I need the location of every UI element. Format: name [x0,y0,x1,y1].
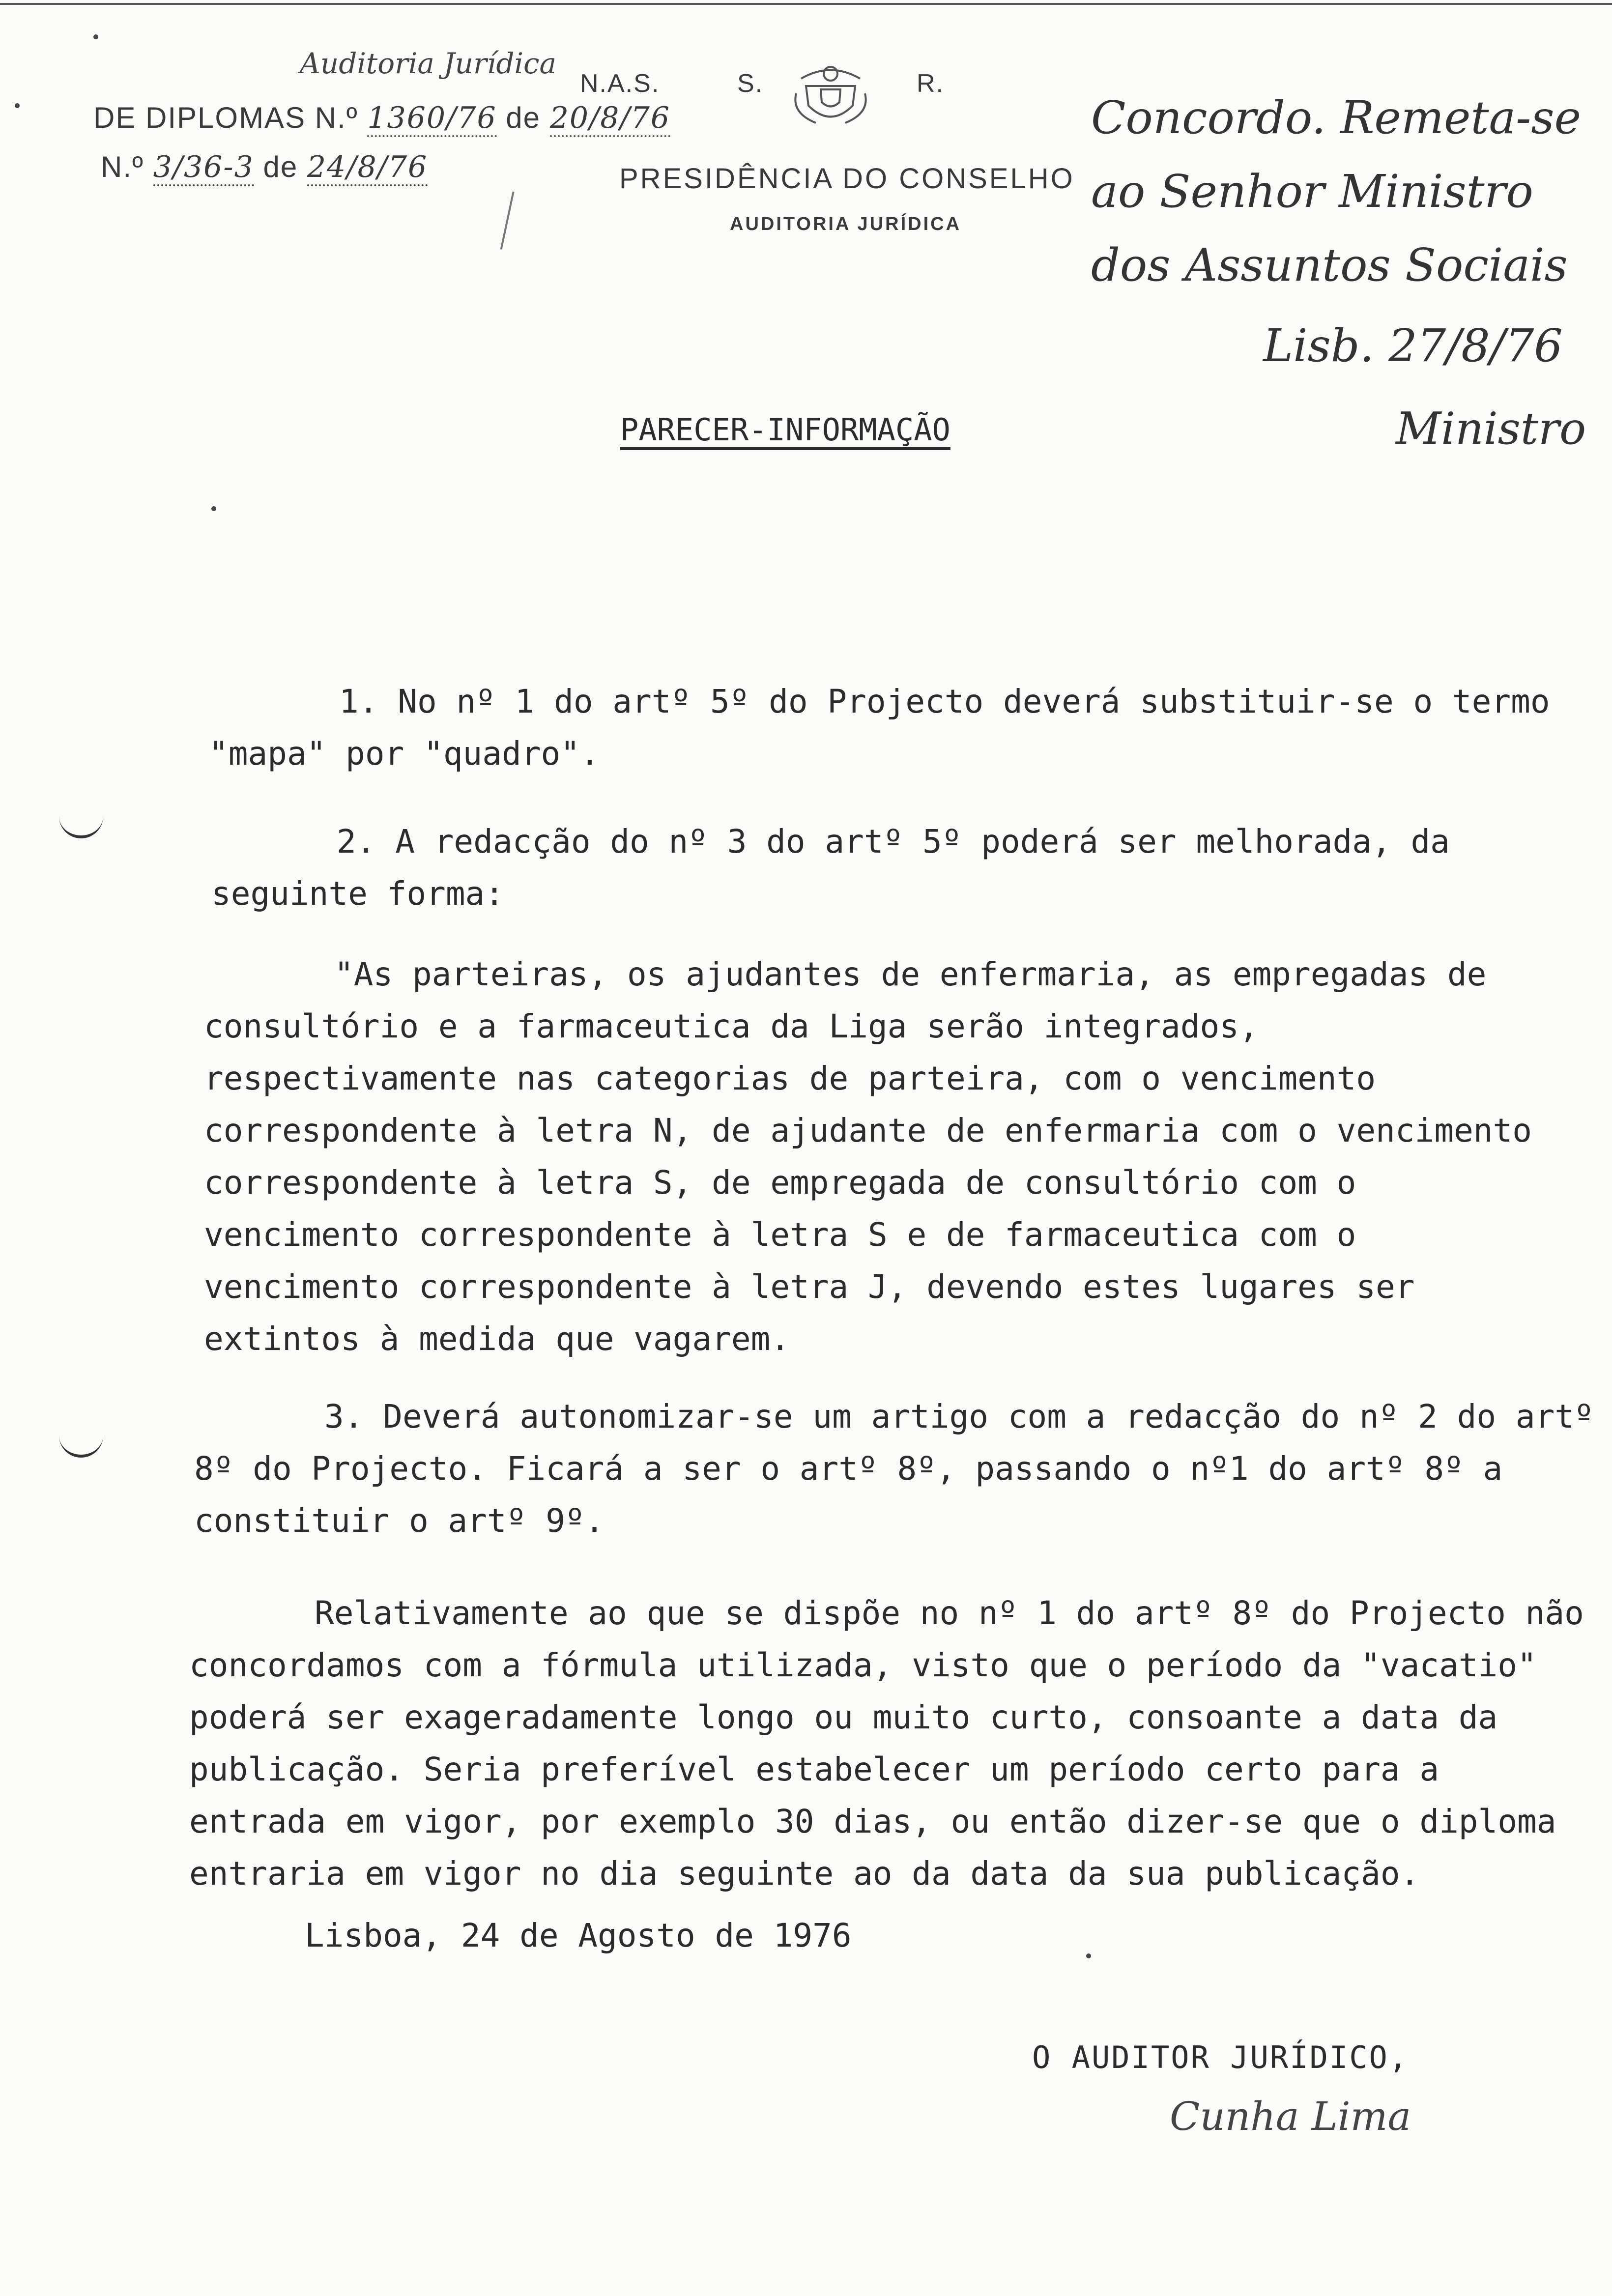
punch-hole-mark [59,1435,103,1458]
paragraph-3: 3. Deverá autonomizar-se um artigo com a redacção do nº 2 do artº 8º do Projecto. Ficará a ser o artº 8º, passando o nº1 do artº 8º a constituir o artº 9º. [194,1398,1594,1540]
diplomas-de-label: de [506,101,541,134]
handwritten-department: Auditoria Jurídica [300,47,557,80]
diplomas-number: 1360/76 [367,101,496,137]
paragraph-quoted-text: "As parteiras, os ajudantes de enfermaria, as empregadas de consultório e a farmaceutica da Liga serão integrados, respectivamente nas categorias de parteira, com o vencimento correspondente à letra N, de ajudante de enfermaria com o vencimento correspondente à letra S, de empregada de consultório com o vencimento correspondente à letra S e de farmaceutica com o vencimento correspondente à letra J, devendo estes lugares ser extintos à medida que vagarem. [204,955,1532,1358]
diplomas-date: 20/8/76 [550,101,670,137]
diplomas-register-line [93,101,670,135]
paragraph-2: 2. A redacção do nº 3 do artº 5º poderá ser melhorada, da seguinte forma: [211,823,1450,913]
margin-note-date: Lisb. 27/8/76 [1263,319,1563,372]
portuguese-arms-emblem-icon [786,59,875,133]
speck [15,103,20,108]
signatory-title: O AUDITOR JURÍDICO, [1032,2039,1409,2075]
stamp-s: S. [737,69,764,98]
date-line: Lisboa, 24 de Agosto de 1976 [305,1917,852,1954]
handwritten-signature: Cunha Lima [1170,2094,1411,2139]
registry-line [101,150,428,184]
registry-date: 24/8/76 [307,150,428,186]
margin-note-signature: Ministro [1396,403,1586,455]
registry-de-label: de [263,150,298,183]
speck [93,34,98,39]
paragraph-vacatio: Relativamente ao que se dispõe no nº 1 do artº 8º do Projecto não concordamos com a fórmula utilizada, visto que o período da "vacatio" poderá ser exageradamente longo ou muito curto, consoante a data da publicação. Seria preferível estabelecer um período certo para a entrada em vigor, por exemplo 30 dias, ou então dizer-se que o diploma entraria em vigor no dia seguinte ao da data da sua publicação. [189,1594,1584,1893]
pen-stroke [500,192,520,251]
institution-name: PRESIDÊNCIA DO CONSELHO [619,163,1075,195]
paragraph-1: 1. No nº 1 do artº 5º do Projecto deverá substituir-se o termo "mapa" por "quadro". [209,683,1550,773]
punch-hole-mark [59,816,103,838]
document-title: PARECER-INFORMAÇÃO [620,412,950,448]
speck [211,506,216,511]
stamp-nas: N.A.S. [580,69,660,98]
diplomas-label: DE DIPLOMAS N.º [93,101,358,134]
speck [1086,1953,1091,1958]
margin-handwritten-note: Concordo. Remeta-se ao Senhor Ministro dos Assuntos Sociais [1091,91,1582,291]
top-border-line [0,3,1612,5]
stamp-r: R. [917,69,944,98]
registry-label: N.º [101,150,144,183]
registry-number: 3/36-3 [153,150,254,186]
department-name: AUDITORIA JURÍDICA [730,214,962,234]
